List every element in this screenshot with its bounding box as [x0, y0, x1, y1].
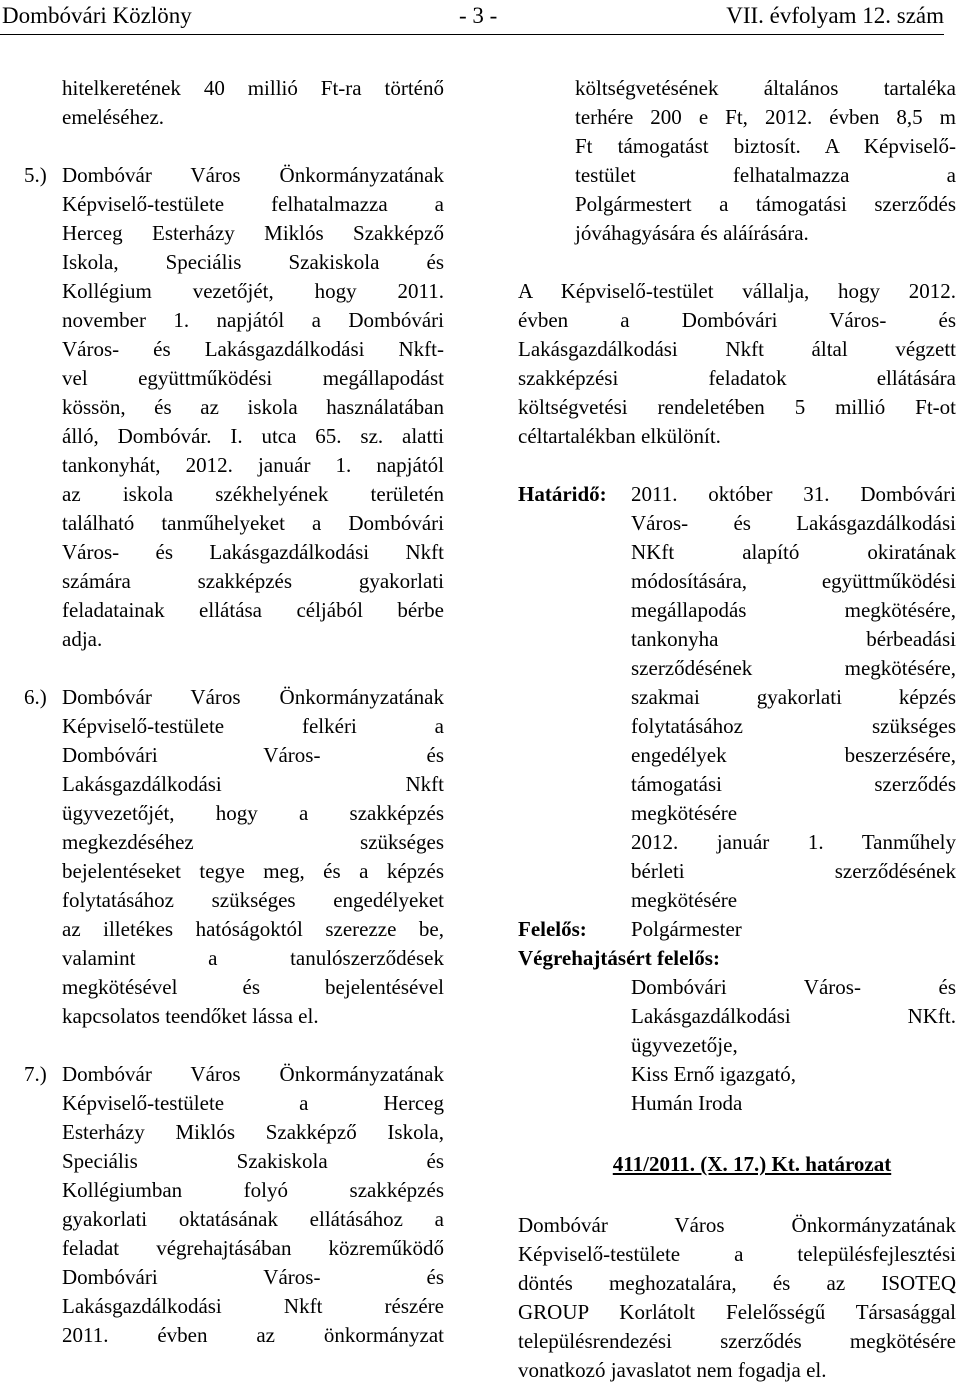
text-line: Lakásgazdálkodási NKft.	[631, 1004, 956, 1028]
text-line: vel együttműködési megállapodást	[62, 366, 444, 390]
text-line: Város- és Lakásgazdálkodási	[631, 511, 956, 535]
text-line: szerződésének megkötésére,	[631, 656, 956, 680]
text-line: feladatainak ellátása céljából bérbe	[62, 598, 444, 622]
text-line: adja.	[62, 627, 103, 651]
text-line: tankonyha bérbeadási	[631, 627, 956, 651]
text-line: 2012. január 1. Tanműhely	[631, 830, 956, 854]
text-line: településrendezési szerződés megkötésére	[518, 1329, 956, 1353]
executor-block	[518, 944, 956, 1118]
item-7	[24, 1060, 444, 1350]
executor-label: Végrehajtásért felelős:	[518, 946, 720, 970]
text-line: 2011. október 31. Dombóvári	[631, 482, 956, 506]
text-line: módosítására, együttműködési	[631, 569, 956, 593]
item-number: 7.)	[24, 1062, 47, 1086]
text-line: megállapodás megkötésére,	[631, 598, 956, 622]
text-line: jóváhagyására és aláírására.	[575, 221, 809, 245]
text-line: Képviselő-testülete a Herceg	[62, 1091, 444, 1115]
resolution-body	[518, 1211, 956, 1385]
responsible-block	[518, 915, 956, 944]
text-line: gyakorlati oktatásának ellátásához a	[62, 1207, 444, 1231]
page-number: - 3 -	[459, 3, 498, 28]
text-line: Speciális Szakiskola és	[62, 1149, 444, 1173]
text-line: valamint a tanulószerződések	[62, 946, 444, 970]
text-line: Humán Iroda	[631, 1091, 743, 1115]
text-line: Dombóvári Város- és	[631, 975, 956, 999]
text-line: költségvetésének általános tartaléka	[575, 76, 956, 100]
text-line: számára szakképzés gyakorlati	[62, 569, 444, 593]
text-line: Kollégiumban folyó szakképzés	[62, 1178, 444, 1202]
text-line: Dombóvári Város- és	[62, 1265, 444, 1289]
text-line: vonatkozó javaslatot nem fogadja el.	[518, 1358, 827, 1382]
text-line: NKft alapító okiratának	[631, 540, 956, 564]
text-line: Város- és Lakásgazdálkodási Nkft-	[62, 337, 444, 361]
text-line: döntés meghozatalára, és az ISOTEQ	[518, 1271, 956, 1295]
text-line: megkötésére	[631, 888, 738, 912]
text-line: Dombóvári Város- és	[62, 743, 444, 767]
text-line: szakképzési feladatok ellátására	[518, 366, 956, 390]
text-line: GROUP Korlátolt Felelősségű Társasággal	[518, 1300, 956, 1324]
text-line: Dombóvár Város Önkormányzatának	[62, 163, 444, 187]
text-line: Lakásgazdálkodási Nkft által végzett	[518, 337, 956, 361]
deadline-block	[518, 480, 956, 915]
left-column	[24, 74, 444, 1350]
text-line: Dombóvár Város Önkormányzatának	[62, 685, 444, 709]
item-7-continuation	[575, 74, 956, 248]
text-line: kössön, és az iskola használatában	[62, 395, 444, 419]
text-line: Dombóvár Város Önkormányzatának	[518, 1213, 956, 1237]
responsible-label: Felelős:	[518, 917, 587, 941]
text-line: található tanműhelyeket a Dombóvári	[62, 511, 444, 535]
text-line: megkötésével és bejelentésével	[62, 975, 444, 999]
text-line: Képviselő-testülete a településfejlesztési	[518, 1242, 956, 1266]
text-line: ügyvezetője,	[631, 1033, 738, 1057]
text-line: Képviselő-testülete felkéri a	[62, 714, 444, 738]
text-line: Iskola, Speciális Szakiskola és	[62, 250, 444, 274]
text-line: Kollégium vezetőjét, hogy 2011.	[62, 279, 444, 303]
item-number: 5.)	[24, 163, 47, 187]
text-line: Lakásgazdálkodási Nkft	[62, 772, 444, 796]
text-line: Polgármestert a támogatási szerződés	[575, 192, 956, 216]
text-line: Kiss Ernő igazgató,	[631, 1062, 797, 1086]
text-line: álló, Dombóvár. I. utca 65. sz. alatti	[62, 424, 444, 448]
responsible-value: Polgármester	[631, 917, 742, 941]
item-number: 6.)	[24, 685, 47, 709]
text-line: az iskola székhelyének területén	[62, 482, 444, 506]
volume-issue: VII. évfolyam 12. szám	[726, 3, 944, 28]
text-line: Város- és Lakásgazdálkodási Nkft	[62, 540, 444, 564]
text-line: engedélyek beszerzésére,	[631, 743, 956, 767]
text-line: költségvetési rendeletében 5 millió Ft-ot	[518, 395, 956, 419]
text-line: céltartalékban elkülönít.	[518, 424, 721, 448]
item-6	[24, 683, 444, 1031]
item-5	[24, 161, 444, 654]
text-line: folytatásához szükséges	[631, 714, 956, 738]
text-line: Herceg Esterházy Miklós Szakképző	[62, 221, 444, 245]
text-line: Képviselő-testülete felhatalmazza a	[62, 192, 444, 216]
publication-title: Dombóvári Közlöny	[2, 3, 192, 28]
text-line: terhére 200 e Ft, 2012. évben 8,5 m	[575, 105, 956, 129]
budget-paragraph	[518, 277, 956, 451]
text-line: feladat végrehajtásában közreműködő	[62, 1236, 444, 1260]
text-line: megkötésére	[631, 801, 738, 825]
text-line: Ft támogatást biztosít. A Képviselő-	[575, 134, 956, 158]
text-line: hitelkeretének 40 millió Ft-ra történő	[62, 76, 444, 100]
text-line: az illetékes hatóságoktól szerezze be,	[62, 917, 444, 941]
text-line: évben a Dombóvári Város- és	[518, 308, 956, 332]
text-line: ügyvezetőjét, hogy a szakképzés	[62, 801, 444, 825]
resolution-title: 411/2011. (X. 17.) Kt. határozat	[612, 1152, 892, 1176]
text-line: Esterházy Miklós Szakképző Iskola,	[62, 1120, 444, 1144]
text-line: Dombóvár Város Önkormányzatának	[62, 1062, 444, 1086]
text-line: 2011. évben az önkormányzat	[62, 1323, 444, 1347]
text-line: emeléséhez.	[62, 105, 165, 129]
text-line: szakmai gyakorlati képzés	[631, 685, 956, 709]
continuation-text	[62, 74, 444, 132]
text-line: kapcsolatos teendőket lássa el.	[62, 1004, 319, 1028]
text-line: bejelentéseket tegye meg, és a képzés	[62, 859, 444, 883]
text-line: folytatásához szükséges engedélyeket	[62, 888, 444, 912]
text-line: testület felhatalmazza a	[575, 163, 956, 187]
text-line: megkezdéséhez szükséges	[62, 830, 444, 854]
text-line: november 1. napjától a Dombóvári	[62, 308, 444, 332]
right-column	[518, 74, 956, 1385]
text-line: tankonyhát, 2012. január 1. napjától	[62, 453, 444, 477]
text-line: bérleti szerződésének	[631, 859, 956, 883]
page-header	[0, 0, 944, 35]
text-line: Lakásgazdálkodási Nkft részére	[62, 1294, 444, 1318]
text-line: A Képviselő-testület vállalja, hogy 2012.	[518, 279, 956, 303]
text-line: támogatási szerződés	[631, 772, 956, 796]
deadline-label: Határidő:	[518, 482, 607, 506]
